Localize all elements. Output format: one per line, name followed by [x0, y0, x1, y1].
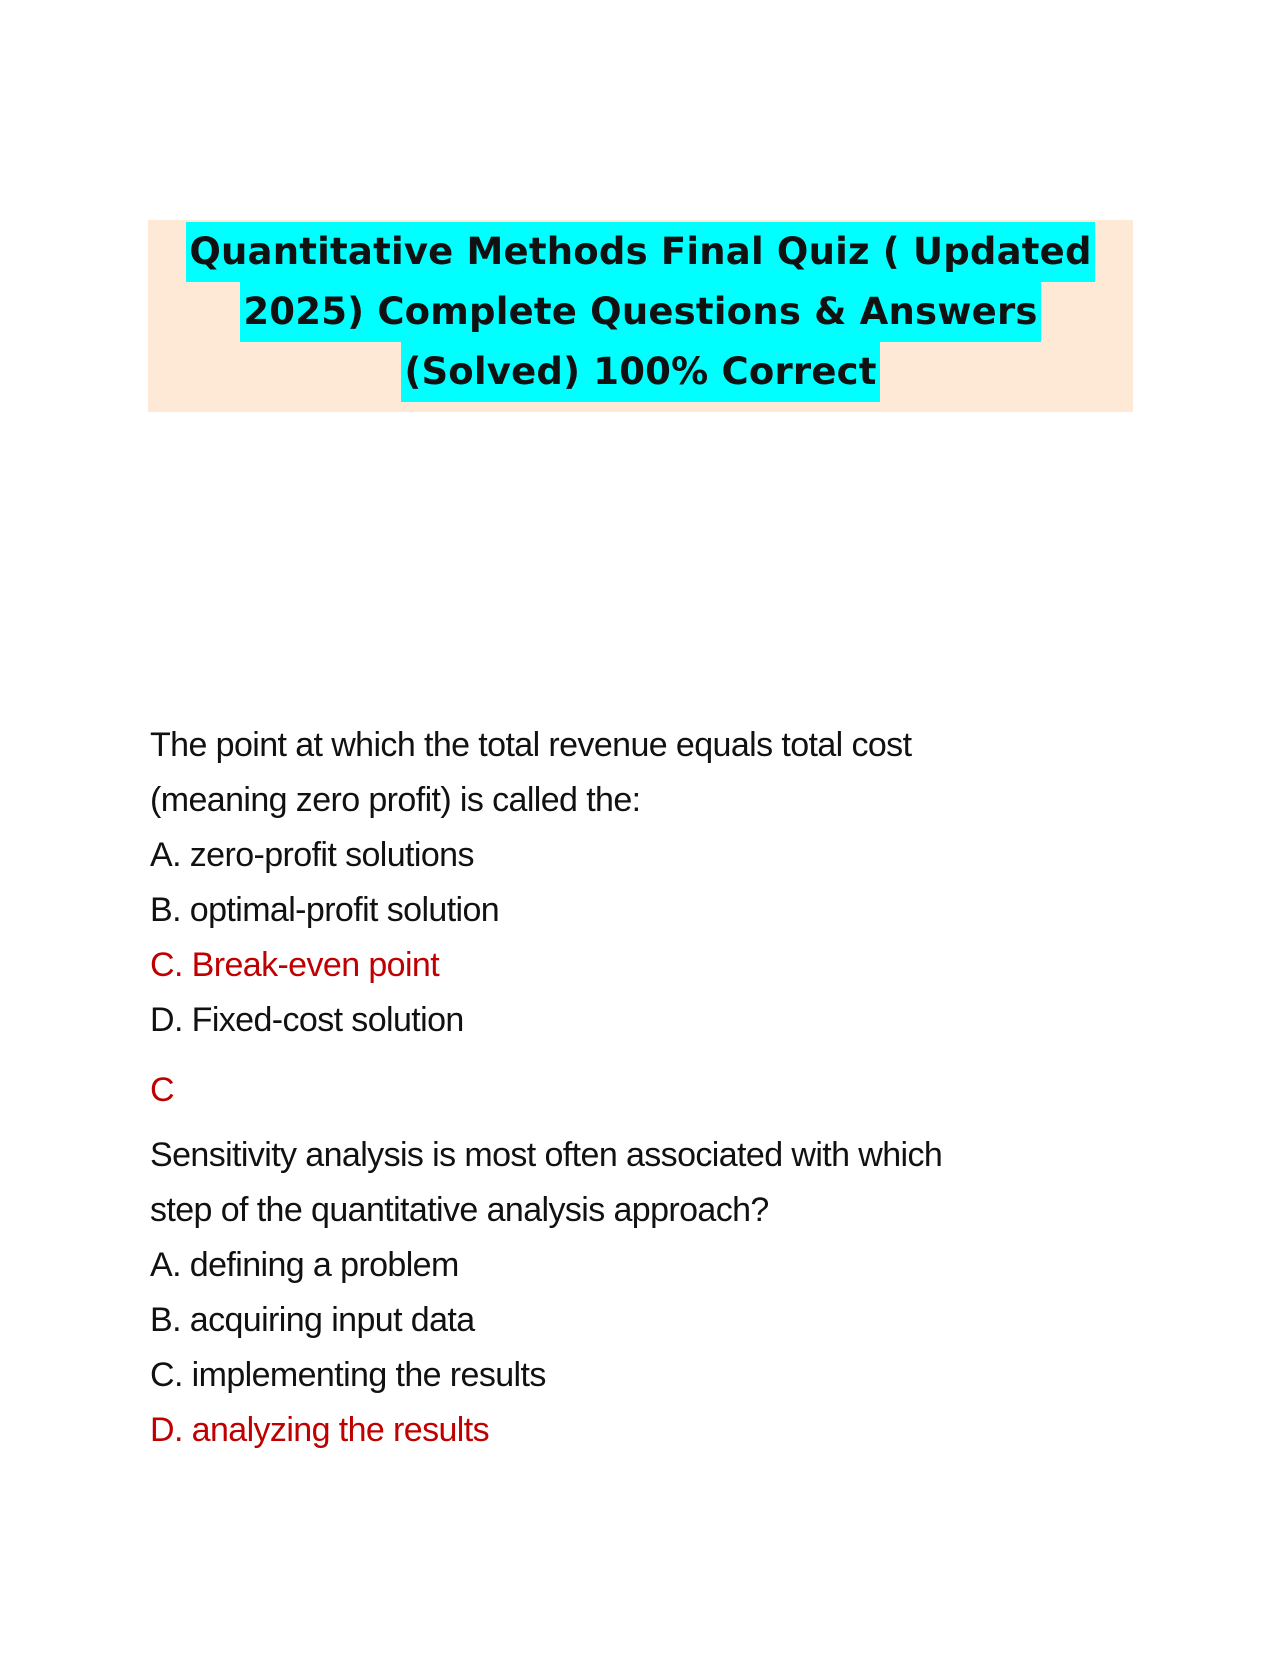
document-title-line-2: 2025) Complete Questions & Answers [240, 282, 1040, 342]
document-title-line-3: (Solved) 100% Correct [401, 342, 879, 402]
question-2-option-c: C. implementing the results [150, 1356, 546, 1394]
question-2-text-line-1: Sensitivity analysis is most often associated with which [150, 1136, 943, 1174]
question-2-option-a: A. defining a problem [150, 1246, 459, 1284]
question-1-option-c-correct: C. Break-even point [150, 946, 440, 984]
quiz-content [150, 718, 1150, 1458]
question-1-option-b: B. optimal-profit solution [150, 891, 500, 929]
question-1 [150, 718, 1150, 1118]
document-title-line-1: Quantitative Methods Final Quiz ( Updated [186, 222, 1094, 282]
question-1-option-d: D. Fixed-cost solution [150, 1001, 464, 1039]
question-1-text-line-2: (meaning zero profit) is called the: [150, 781, 641, 819]
document-title-block [148, 220, 1133, 412]
question-1-option-a: A. zero-profit solutions [150, 836, 474, 874]
question-2-option-d-correct: D. analyzing the results [150, 1411, 489, 1449]
question-2-option-b: B. acquiring input data [150, 1301, 475, 1339]
question-1-answer: C [150, 1071, 174, 1109]
question-1-text-line-1: The point at which the total revenue equals total cost [150, 726, 912, 764]
question-2 [150, 1128, 1150, 1458]
question-2-text-line-2: step of the quantitative analysis approach? [150, 1191, 769, 1229]
